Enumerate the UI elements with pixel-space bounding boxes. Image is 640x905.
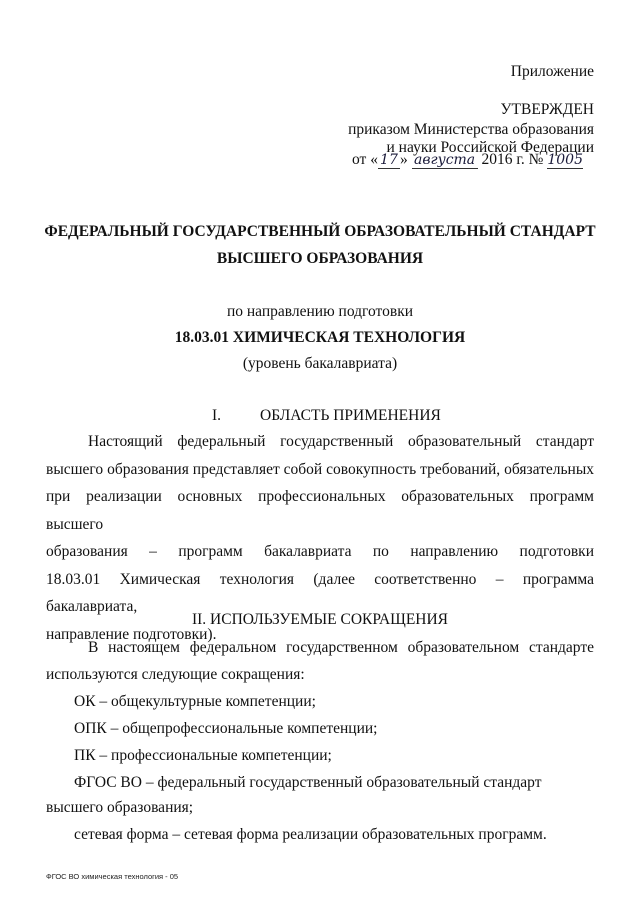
section-1-line: высшего образования представляет собой совокупность требований, обязательных	[46, 460, 594, 478]
direction-label: по направлению подготовки	[226, 303, 414, 320]
section-1-number: I.	[212, 407, 222, 424]
approved-label: УТВЕРЖДЕН	[500, 101, 594, 118]
appendix-label: Приложение	[510, 63, 594, 80]
document-title-line-2: ВЫСШЕГО ОБРАЗОВАНИЯ	[216, 250, 424, 267]
date-day-handwritten: 17	[378, 152, 400, 169]
date-separator: »	[399, 151, 408, 168]
order-line-2: и науки Российской Федерации	[386, 139, 594, 156]
section-2-intro-line: В настоящем федеральном государственном образовательном стандарте	[88, 639, 594, 656]
abbreviation-item: ОК – общекультурные компетенции;	[74, 693, 316, 710]
section-1-heading: ОБЛАСТЬ ПРИМЕНЕНИЯ	[260, 407, 441, 424]
section-1-line: Настоящий федеральный государственный образовательный стандарт	[88, 433, 594, 450]
abbreviation-item: сетевая форма – сетевая форма реализации образовательных программ.	[74, 826, 547, 843]
direction-name: 18.03.01 ХИМИЧЕСКАЯ ТЕХНОЛОГИЯ	[174, 329, 466, 346]
abbreviation-item: ФГОС ВО – федеральный государственный образовательный стандарт	[74, 774, 542, 791]
abbreviation-item: ОПК – общепрофессиональные компетенции;	[74, 720, 378, 737]
abbreviation-item: ПК – профессиональные компетенции;	[74, 747, 332, 764]
section-1-line: при реализации основных профессиональных образовательных программ высшего	[46, 488, 594, 533]
section-2-body	[46, 634, 594, 688]
order-date-line	[352, 150, 583, 170]
section-2-heading: II. ИСПОЛЬЗУЕМЫЕ СОКРАЩЕНИЯ	[191, 611, 449, 628]
order-number-handwritten: 1005	[547, 152, 583, 168]
section-1-line: направление подготовки).	[46, 625, 217, 643]
education-level: (уровень бакалавриата)	[242, 355, 398, 372]
section-2-intro-line: используются следующие сокращения:	[46, 666, 305, 683]
date-prefix: от «	[352, 151, 378, 168]
section-1-line: 18.03.01 Химическая технология (далее соответственно – программа бакалавриата,	[46, 570, 594, 615]
order-line-1: приказом Министерства образования	[348, 121, 594, 138]
document-title-line-1: ФЕДЕРАЛЬНЫЙ ГОСУДАРСТВЕННЫЙ ОБРАЗОВАТЕЛЬНЫЙ СТАНДАРТ	[44, 223, 596, 240]
date-month-handwritten: августа	[412, 152, 478, 169]
page-footer: ФГОС ВО химическая технология - 05	[46, 872, 179, 881]
section-1-line: образования – программ бакалавриата по направлению подготовки	[46, 543, 594, 560]
date-year: 2016 г. №	[481, 151, 544, 168]
abbreviation-item-continuation: высшего образования;	[46, 799, 194, 816]
